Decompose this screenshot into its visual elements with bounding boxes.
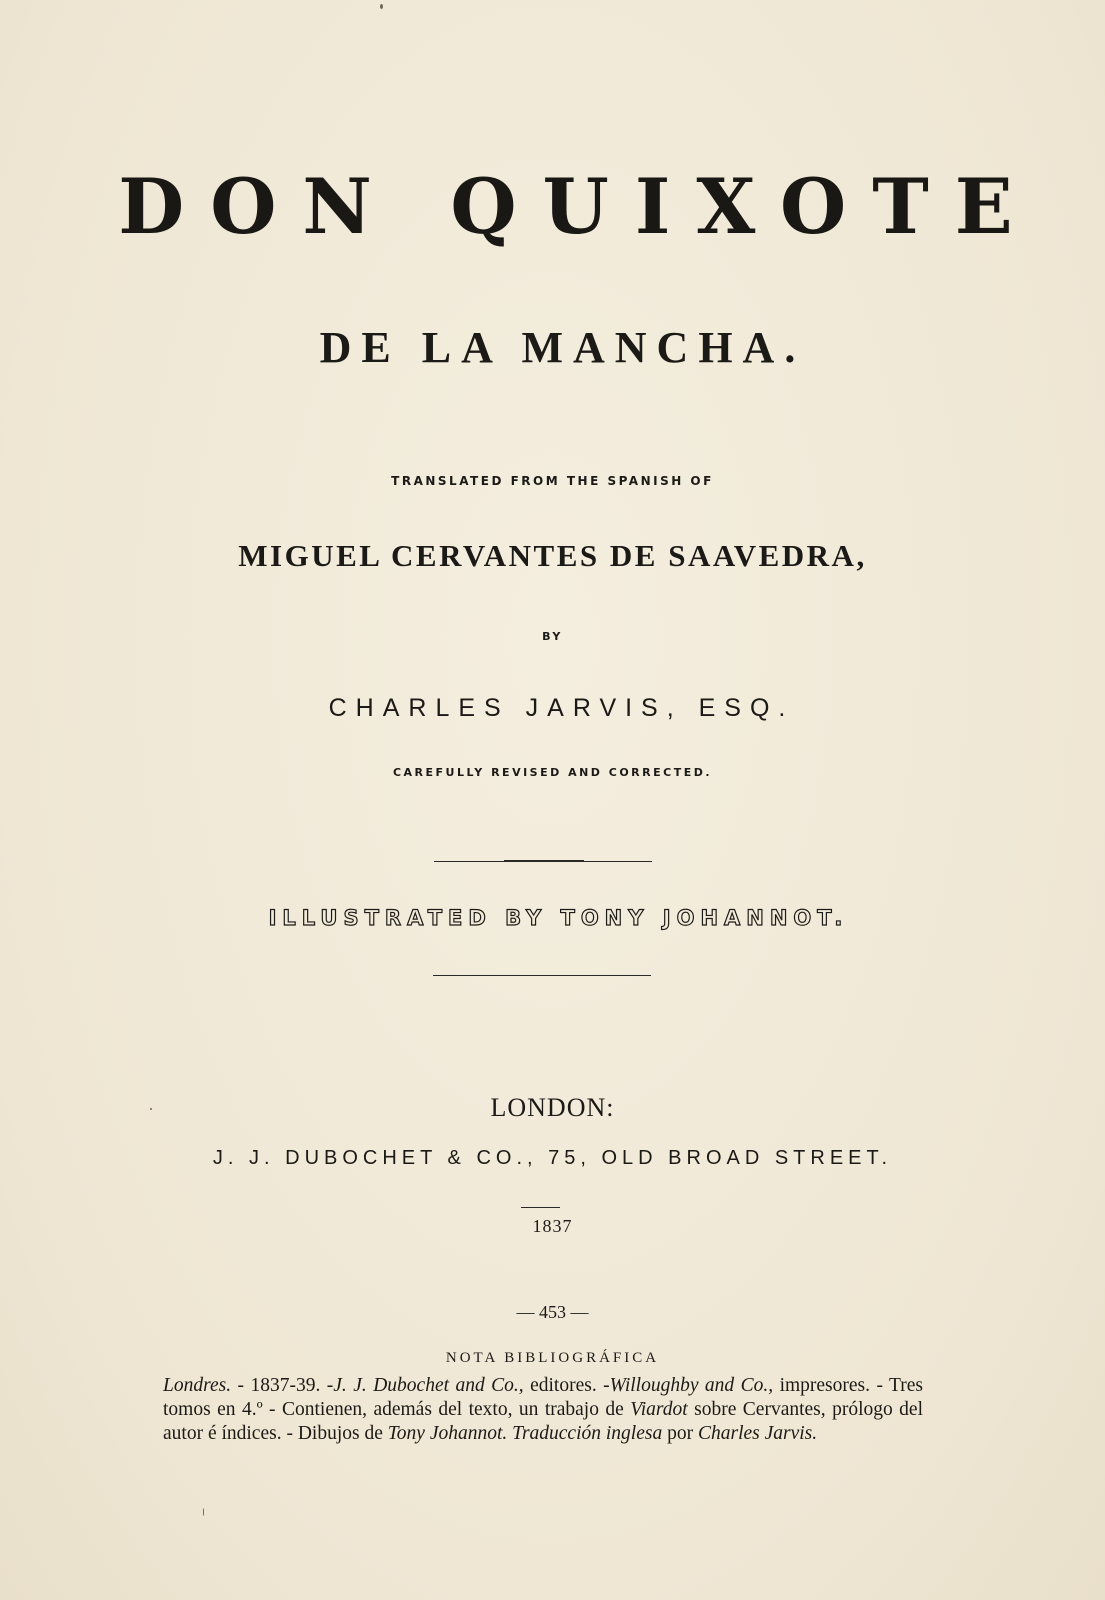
book-subtitle: DE LA MANCHA. <box>319 323 806 372</box>
nota-segment: Londres. <box>163 1375 232 1396</box>
imprint-city: LONDON: <box>490 1093 615 1122</box>
page-number: — 453 — <box>516 1302 589 1322</box>
nota-segment: J. J. Dubochet and Co., <box>333 1375 524 1396</box>
by-line: BY <box>542 630 563 643</box>
nota-segment: Tony Johannot. <box>387 1423 508 1444</box>
nota-segment: Traducción inglesa <box>512 1423 663 1444</box>
original-author: MIGUEL CERVANTES DE SAAVEDRA, <box>238 538 867 573</box>
nota-segment: sobre Cervantes, prólogo del autor é índices. - Dibujos de <box>163 1399 923 1444</box>
revised-line: CAREFULLY REVISED AND CORRECTED. <box>392 766 713 779</box>
nota-segment: Willoughby and Co., <box>609 1375 774 1396</box>
rule-bottom <box>433 975 651 976</box>
book-title: DON QUIXOTE <box>118 162 1039 251</box>
nota-segment: impresores. - Tres tomos en 4.º - Contienen, además del texto, un trabajo de <box>163 1375 923 1420</box>
imprint-year: 1837 <box>532 1216 573 1236</box>
nota-segment: Charles Jarvis. <box>697 1423 818 1444</box>
nota-segment: por <box>662 1423 698 1444</box>
imprint-publisher: J. J. DUBOCHET & CO., 75, OLD BROAD STREET. <box>212 1147 893 1169</box>
nota-segment: editores. - <box>523 1375 610 1396</box>
nota-segment: Viardot <box>630 1399 688 1420</box>
illustrator-line: ILLUSTRATED BY TONY JOHANNOT. <box>268 906 849 930</box>
nota-heading: NOTA BIBLIOGRÁFICA <box>445 1350 660 1366</box>
year-rule <box>521 1207 560 1208</box>
nota-body <box>163 1374 923 1446</box>
translated-from-line: TRANSLATED FROM THE SPANISH OF <box>391 474 714 488</box>
ornamental-rule-top <box>434 861 652 862</box>
nota-segment: - 1837-39. - <box>231 1375 334 1396</box>
translator-name: CHARLES JARVIS, ESQ. <box>328 694 795 722</box>
